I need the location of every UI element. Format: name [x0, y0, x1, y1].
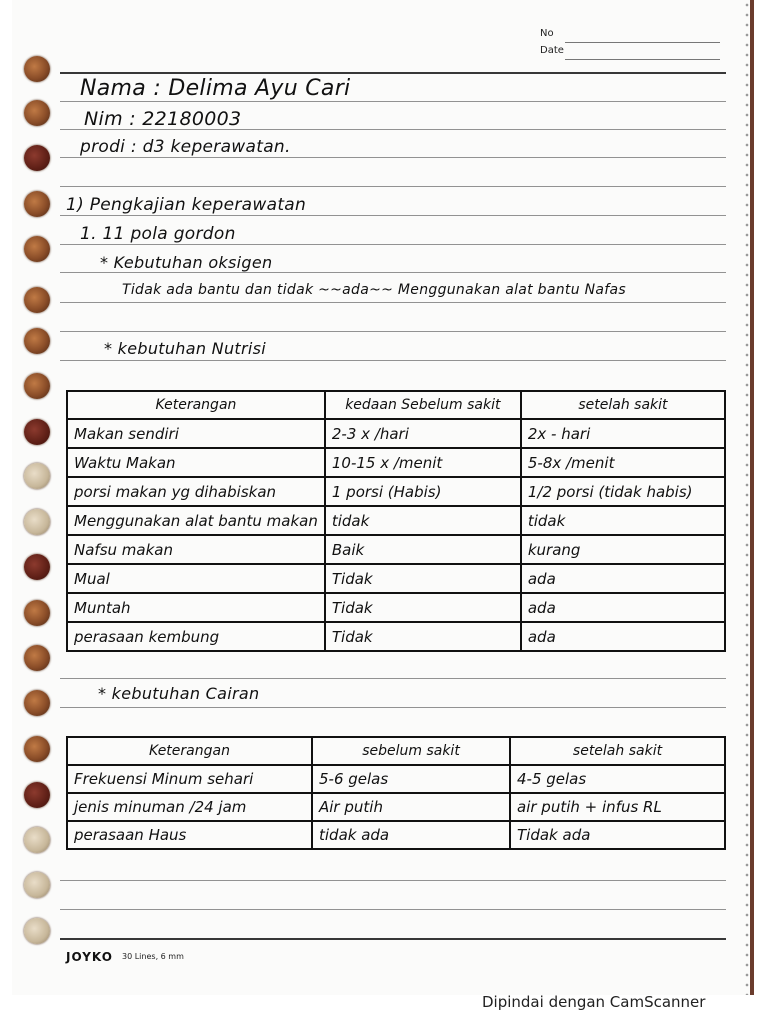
- brand-logo: JOYKO: [66, 950, 113, 964]
- table-cell: 5-8x /menit: [521, 448, 725, 477]
- table-row: [67, 477, 725, 506]
- binder-hole: [24, 690, 50, 716]
- binder-hole: [24, 236, 50, 262]
- ruled-line: [60, 72, 726, 74]
- binder-hole: [24, 463, 50, 489]
- table-cell: tidak: [325, 506, 521, 535]
- ruled-line: [60, 880, 726, 881]
- table-row: [67, 622, 725, 651]
- table-row: [67, 821, 725, 849]
- ruled-line: [60, 707, 726, 708]
- table-header-cell: setelah sakit: [521, 391, 725, 419]
- table-cell: 1 porsi (Habis): [325, 477, 521, 506]
- table-cell: tidak: [521, 506, 725, 535]
- ruled-line: [60, 101, 726, 102]
- ruled-line: [60, 244, 726, 245]
- ruled-line: [60, 331, 726, 332]
- student-name: Nama : Delima Ayu Cari: [80, 76, 351, 101]
- binder-hole: [24, 600, 50, 626]
- binder-hole: [24, 872, 50, 898]
- table-cell: Tidak: [325, 564, 521, 593]
- section-subtitle: 1. 11 pola gordon: [80, 224, 236, 244]
- ruled-line: [60, 302, 726, 303]
- binder-hole: [24, 918, 50, 944]
- table-header-cell: Keterangan: [67, 737, 312, 765]
- table-row: [67, 564, 725, 593]
- ruled-line: [60, 157, 726, 158]
- ruled-line: [60, 272, 726, 273]
- student-prodi: prodi : d3 keperawatan.: [80, 137, 291, 157]
- date-line: [565, 59, 720, 60]
- table-cell: 2x - hari: [521, 419, 725, 448]
- table-row: [67, 535, 725, 564]
- no-line: [565, 42, 720, 43]
- table-row: [67, 593, 725, 622]
- binder-hole: [24, 782, 50, 808]
- ruled-line: [60, 938, 726, 940]
- table-header-cell: setelah sakit: [510, 737, 725, 765]
- binder-hole: [24, 373, 50, 399]
- page-edge: [750, 0, 754, 995]
- table-row: [67, 506, 725, 535]
- table-cell: Tidak ada: [510, 821, 725, 849]
- table-header-cell: kedaan Sebelum sakit: [325, 391, 521, 419]
- table-cell: Muntah: [67, 593, 325, 622]
- binder-hole: [24, 145, 50, 171]
- cairan-heading: * kebutuhan Cairan: [98, 684, 260, 703]
- binder-hole: [24, 645, 50, 671]
- table-cell: Tidak: [325, 622, 521, 651]
- ruled-line: [60, 360, 726, 361]
- table-cell: Nafsu makan: [67, 535, 325, 564]
- binder-hole: [24, 100, 50, 126]
- table-cell: 10-15 x /menit: [325, 448, 521, 477]
- nutrisi-heading: * kebutuhan Nutrisi: [104, 339, 266, 358]
- table-cell: jenis minuman /24 jam: [67, 793, 312, 821]
- table-cell: Menggunakan alat bantu makan: [67, 506, 325, 535]
- ruled-line: [60, 909, 726, 910]
- table-cell: Tidak: [325, 593, 521, 622]
- date-label: Date: [540, 45, 564, 56]
- oksigen-heading: * Kebutuhan oksigen: [100, 253, 273, 272]
- ruled-line: [60, 186, 726, 187]
- no-label: No: [540, 28, 554, 39]
- binder-hole: [24, 419, 50, 445]
- table-cell: tidak ada: [312, 821, 510, 849]
- table-cell: kurang: [521, 535, 725, 564]
- table-row: [67, 419, 725, 448]
- table-cell: ada: [521, 564, 725, 593]
- table-cell: ada: [521, 622, 725, 651]
- binder-hole: [24, 191, 50, 217]
- binder-hole: [24, 509, 50, 535]
- table-cell: 2-3 x /hari: [325, 419, 521, 448]
- table-cell: 1/2 porsi (tidak habis): [521, 477, 725, 506]
- binder-hole: [24, 736, 50, 762]
- table-row: [67, 793, 725, 821]
- cairan-table: [66, 736, 726, 850]
- table-cell: air putih + infus RL: [510, 793, 725, 821]
- table-cell: Makan sendiri: [67, 419, 325, 448]
- table-cell: 5-6 gelas: [312, 765, 510, 793]
- brand-subtitle: 30 Lines, 6 mm: [122, 952, 184, 961]
- table-cell: Baik: [325, 535, 521, 564]
- scanner-watermark: Dipindai dengan CamScanner: [482, 993, 706, 1011]
- table-cell: perasaan kembung: [67, 622, 325, 651]
- binder-hole: [24, 554, 50, 580]
- binder-hole: [24, 56, 50, 82]
- binder-hole: [24, 287, 50, 313]
- table-header-cell: sebelum sakit: [312, 737, 510, 765]
- student-nim: Nim : 22180003: [84, 108, 242, 130]
- ruled-line: [60, 678, 726, 679]
- table-header-cell: Keterangan: [67, 391, 325, 419]
- section-title: 1) Pengkajian keperawatan: [66, 195, 307, 215]
- ruled-line: [60, 215, 726, 216]
- binder-hole: [24, 328, 50, 354]
- table-cell: 4-5 gelas: [510, 765, 725, 793]
- oksigen-text: Tidak ada bantu dan tidak ~~ada~~ Menggunakan alat bantu Nafas: [122, 282, 626, 298]
- nutrisi-table: [66, 390, 726, 652]
- table-cell: Air putih: [312, 793, 510, 821]
- table-cell: Frekuensi Minum sehari: [67, 765, 312, 793]
- table-cell: Waktu Makan: [67, 448, 325, 477]
- table-cell: porsi makan yg dihabiskan: [67, 477, 325, 506]
- table-cell: ada: [521, 593, 725, 622]
- binder-hole: [24, 827, 50, 853]
- table-row: [67, 765, 725, 793]
- table-row: [67, 448, 725, 477]
- table-cell: perasaan Haus: [67, 821, 312, 849]
- table-cell: Mual: [67, 564, 325, 593]
- binder-holes: [24, 0, 58, 995]
